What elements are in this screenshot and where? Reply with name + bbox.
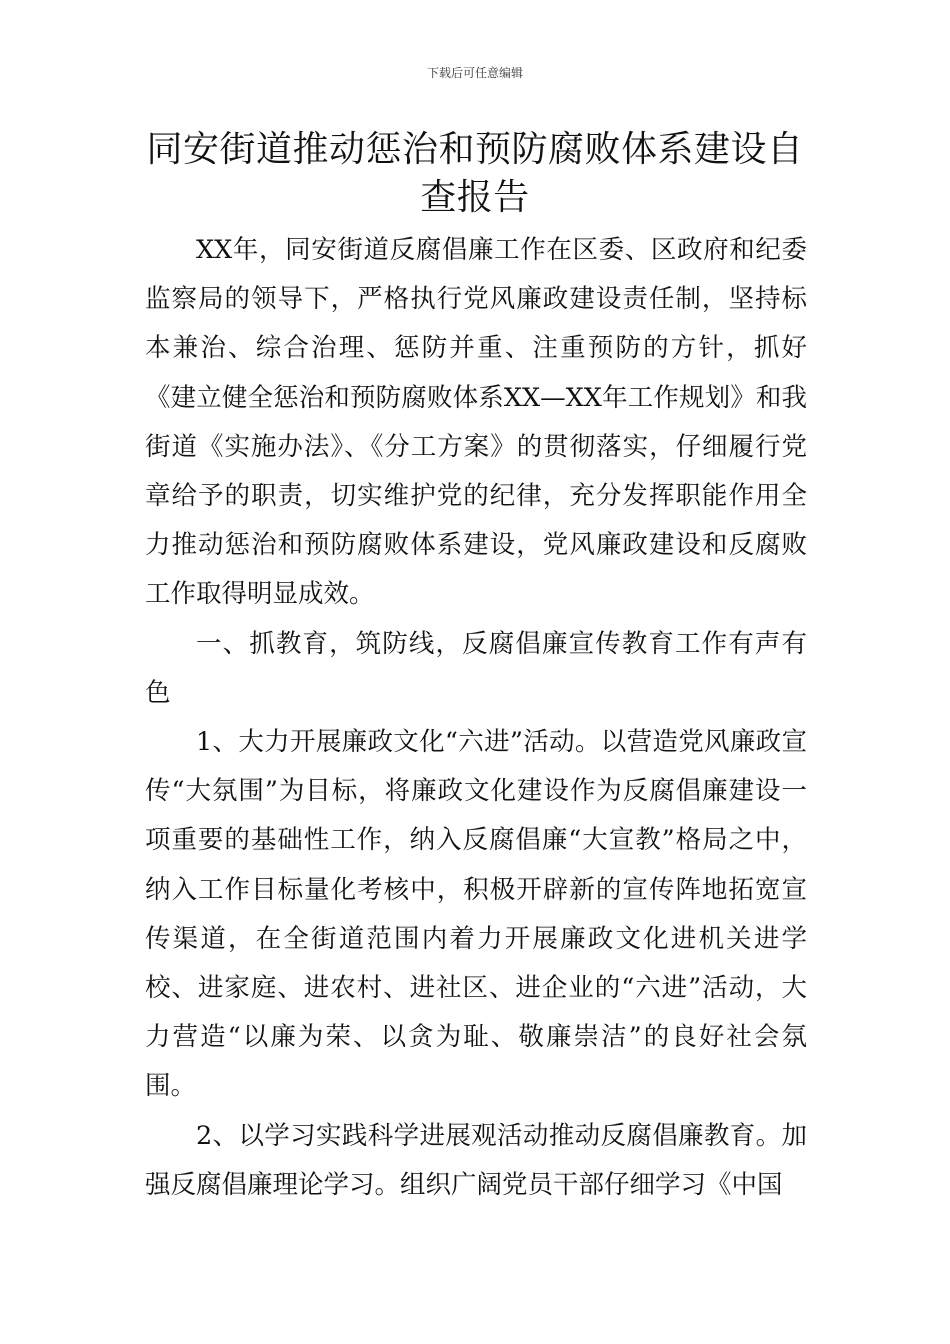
paragraph-item-1: 1、大力开展廉政文化“六进”活动。以营造党风廉政宣传“大氛围”为目标，将廉政文化建设作为反腐倡廉建设一项重要的基础性工作，纳入反腐倡廉“大宣教”格局之中，纳入工作目标量化考核中，积极开辟新的宣传阵地拓宽宣传渠道，在全街道范围内着力开展廉政文化进机关进学校、进家庭、进农村、进社区、进企业的“六进”活动，大力营造“以廉为荣、以贪为耻、敬廉崇洁”的良好社会氛围。: [145, 727, 807, 1102]
section-heading-1: 一、抓教育，筑防线，反腐倡廉宣传教育工作有声有色: [145, 628, 807, 708]
header-note: 下载后可任意编辑: [426, 66, 523, 80]
paragraph-item-2: 2、以学习实践科学进展观活动推动反腐倡廉教育。加强反腐倡廉理论学习。组织广阔党员干部仔细学习《中国: [145, 1120, 807, 1200]
paragraph-intro: XX年，同安街道反腐倡廉工作在区委、区政府和纪委监察局的领导下，严格执行党风廉政建设责任制，坚持标本兼治、综合治理、惩防并重、注重预防的方针，抓好《建立健全惩治和预防腐败体系XX—XX年工作规划》和我街道《实施办法》、《分工方案》的贯彻落实，仔细履行党章给予的职责，切实维护党的纪律，充分发挥职能作用全力推动惩治和预防腐败体系建设，党风廉政建设和反腐败工作取得明显成效。: [145, 235, 807, 610]
document-title: 同安街道推动惩治和预防腐败体系建设自查报告: [146, 129, 804, 218]
document-body: [145, 226, 807, 1210]
